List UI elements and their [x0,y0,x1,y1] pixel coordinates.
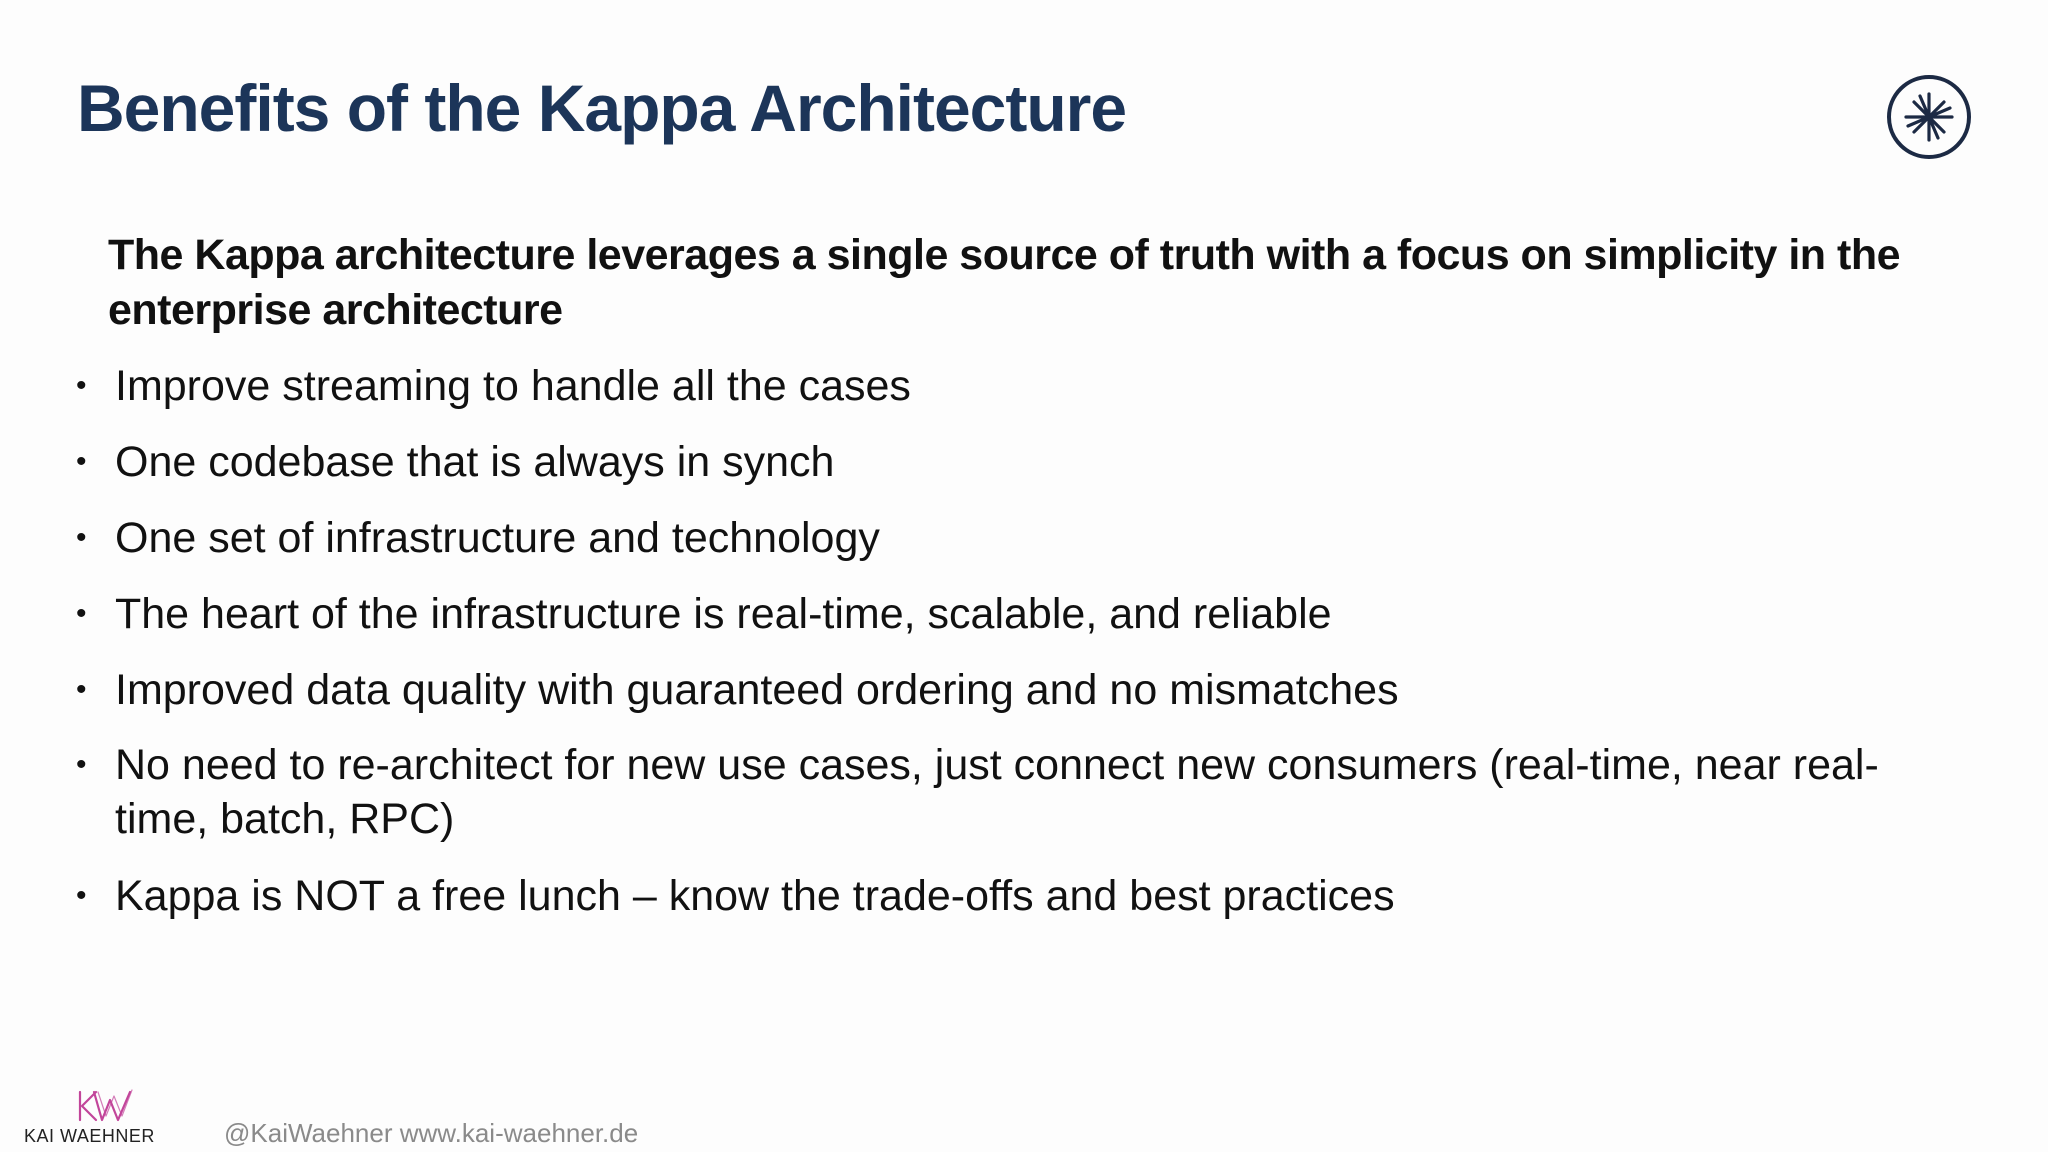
bullet-item [76,511,1956,565]
bullet-item [76,738,1956,846]
bullet-dot: • [76,597,87,630]
bullet-item [76,435,1956,489]
bullet-dot: • [76,748,87,781]
slide-title: Benefits of the Kappa Architecture [77,71,1127,145]
bullet-item [76,587,1956,641]
bullet-text: Improve streaming to handle all the cases [115,362,911,410]
footer-logo-name: KAI WAEHNER [24,1126,155,1146]
bullet-text: One codebase that is always in synch [115,438,835,486]
bullet-text: Kappa is NOT a free lunch – know the trade-offs and best practices [115,872,1395,920]
bullet-dot: • [76,673,87,706]
bullet-dot: • [76,521,87,554]
bullet-dot: • [76,879,87,912]
bullet-text: Improved data quality with guaranteed ordering and no mismatches [115,666,1399,714]
bullet-text: One set of infrastructure and technology [115,514,880,562]
bullet-text: No need to re-architect for new use cases, just connect new consumers (real-time, near real-time, batch, RPC) [115,741,1879,843]
kw-logo-icon [76,1088,136,1124]
bullet-dot: • [76,445,87,478]
bullet-dot: • [76,369,87,402]
bullet-text: The heart of the infrastructure is real-time, scalable, and reliable [115,590,1332,638]
bullet-item [76,663,1956,717]
slide-intro: The Kappa architecture leverages a single source of truth with a focus on simplicity in the enterprise architecture [108,231,1900,334]
footer-handle-site: @KaiWaehner www.kai-waehner.de [224,1118,639,1148]
bullet-item [76,869,1956,923]
footer-logo [24,1088,184,1148]
bullet-item [76,359,1956,413]
confluent-logo-icon [1886,74,1972,160]
